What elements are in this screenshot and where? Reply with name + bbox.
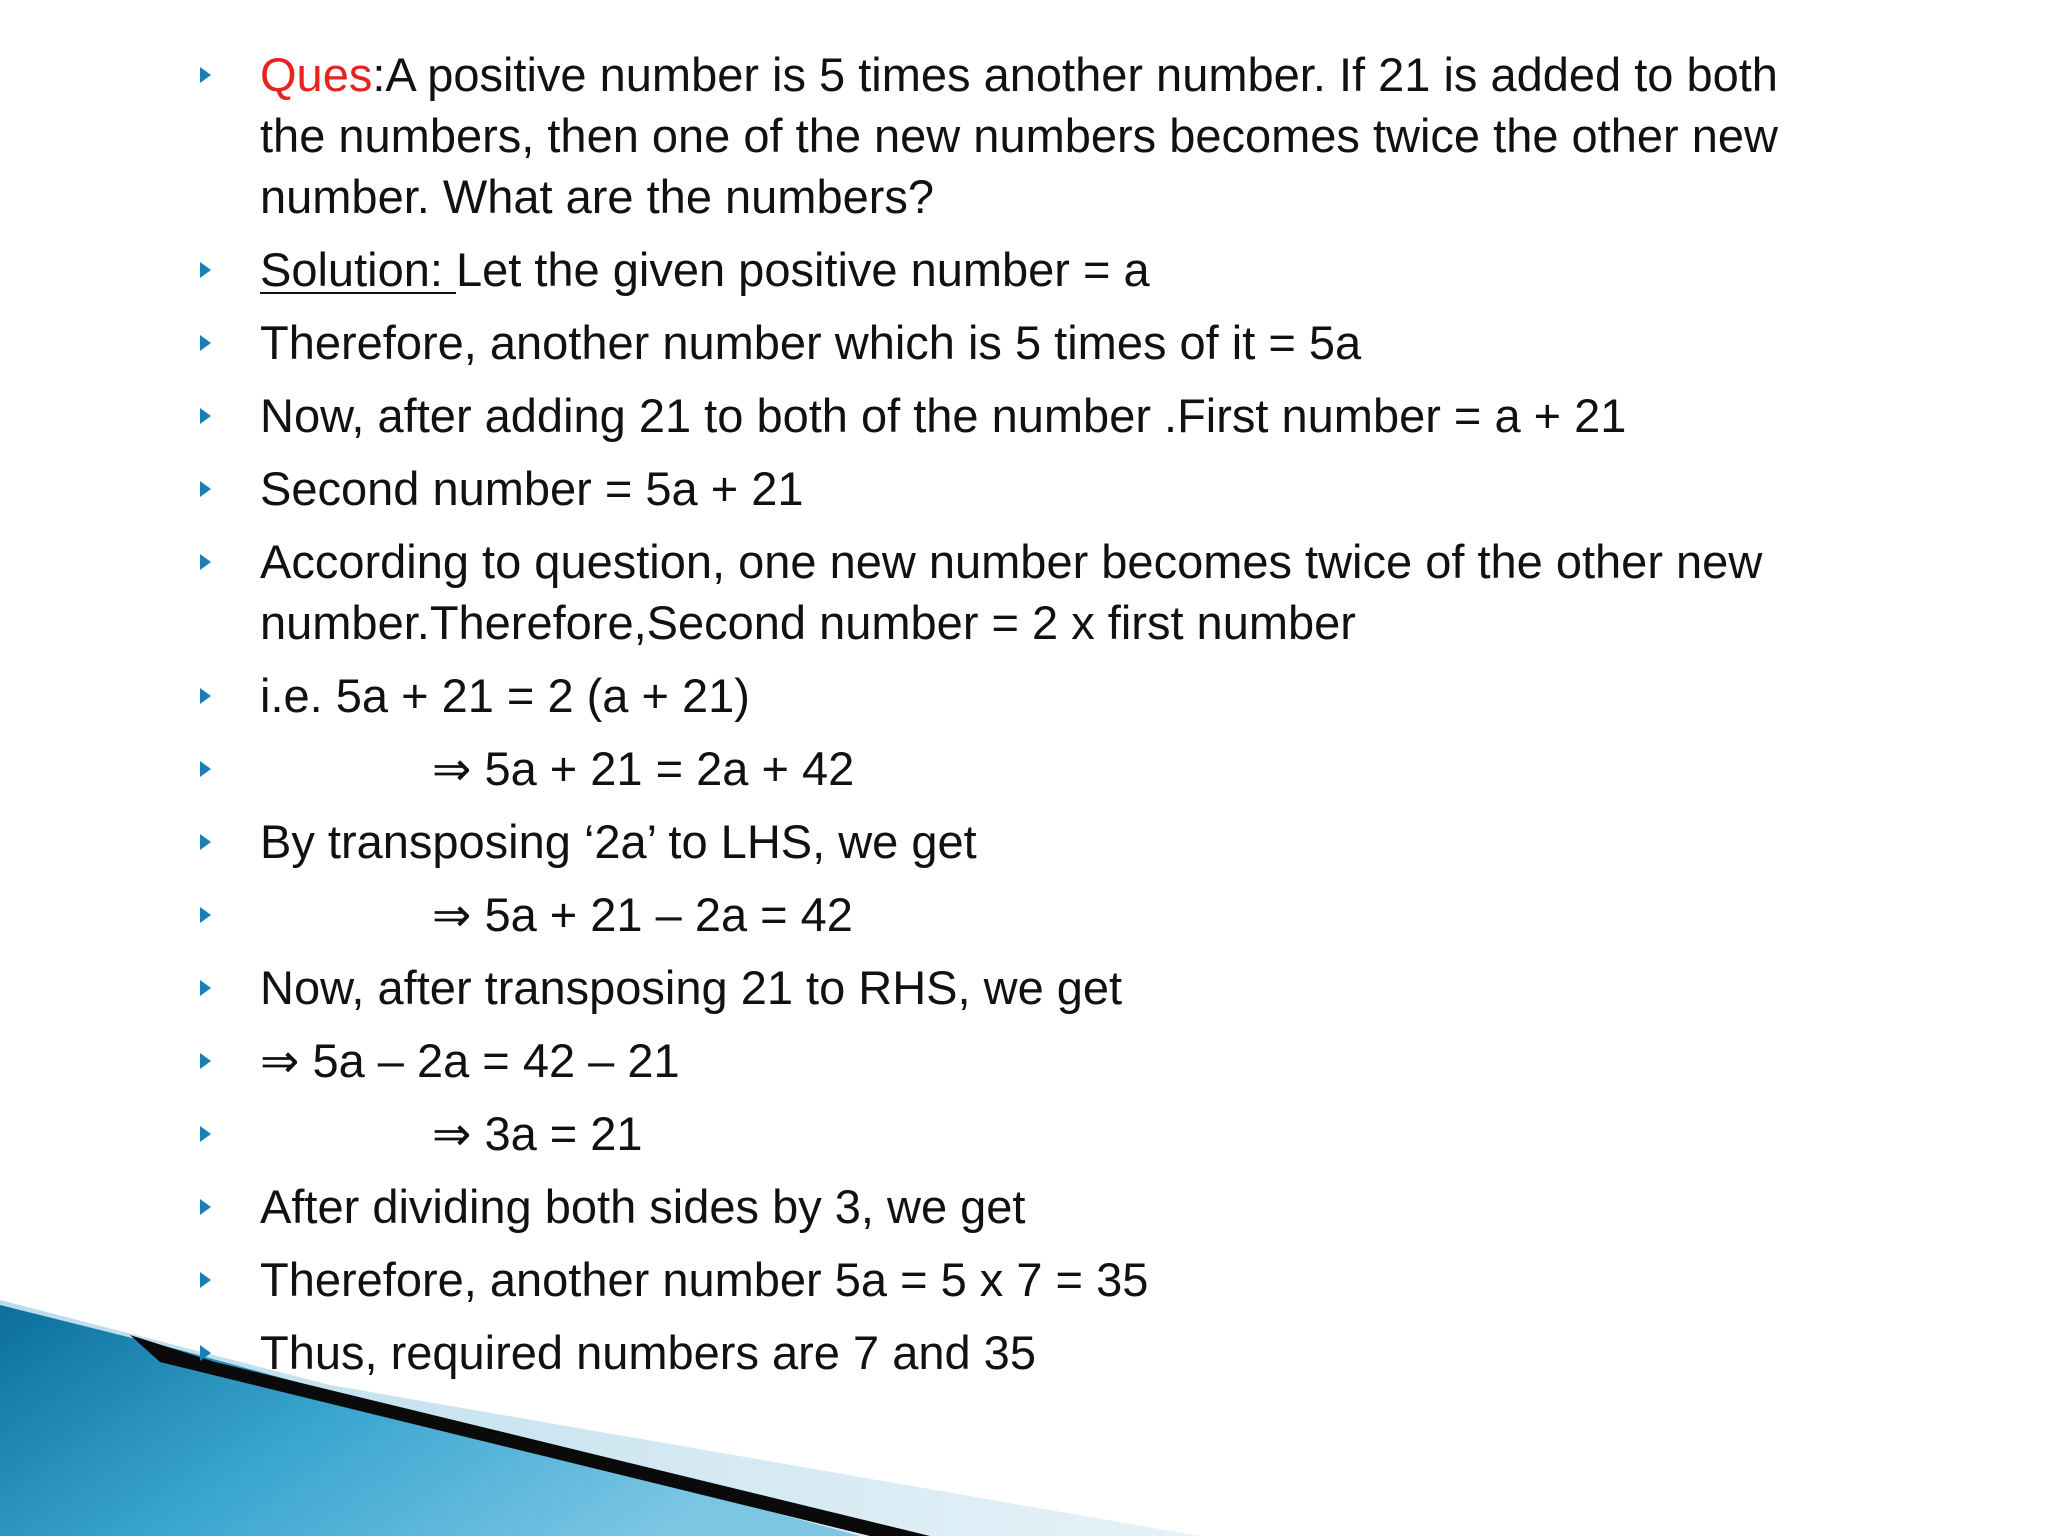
step-text: ⇒ 5a + 21 = 2a + 42	[432, 742, 855, 795]
arrow-bullet-icon	[200, 834, 211, 850]
arrow-bullet-icon	[200, 761, 211, 777]
arrow-bullet-icon	[200, 408, 211, 424]
arrow-bullet-icon	[200, 1345, 211, 1361]
step-item	[200, 1176, 1840, 1237]
arrow-bullet-icon	[200, 554, 211, 570]
step-text: Second number = 5a + 21	[260, 462, 804, 515]
step-item	[200, 312, 1840, 373]
step-text: ⇒ 3a = 21	[432, 1107, 643, 1160]
step-text: ⇒ 5a + 21 – 2a = 42	[432, 888, 853, 941]
step-item	[200, 1249, 1840, 1310]
step-item	[200, 1030, 1840, 1091]
step-text: After dividing both sides by 3, we get	[260, 1180, 1026, 1233]
step-item	[200, 665, 1840, 726]
step-item	[200, 811, 1840, 872]
solution-item	[200, 239, 1840, 300]
step-text: ⇒ 5a – 2a = 42 – 21	[260, 1034, 680, 1087]
arrow-bullet-icon	[200, 1053, 211, 1069]
step-text: By transposing ‘2a’ to LHS, we get	[260, 815, 977, 868]
step-item	[200, 738, 1840, 799]
arrow-bullet-icon	[200, 980, 211, 996]
step-text: Thus, required numbers are 7 and 35	[260, 1326, 1036, 1379]
step-item	[200, 385, 1840, 446]
arrow-bullet-icon	[200, 1126, 211, 1142]
step-item	[200, 957, 1840, 1018]
slide-content	[200, 44, 1840, 1395]
arrow-bullet-icon	[200, 1199, 211, 1215]
arrow-bullet-icon	[200, 335, 211, 351]
step-item	[200, 531, 1840, 653]
step-text: Therefore, another number which is 5 times of it = 5a	[260, 316, 1362, 369]
step-text: Now, after adding 21 to both of the number .First number = a + 21	[260, 389, 1627, 442]
question-item	[200, 44, 1840, 227]
step-item	[200, 1103, 1840, 1164]
arrow-bullet-icon	[200, 688, 211, 704]
arrow-bullet-icon	[200, 67, 211, 83]
step-text: According to question, one new number becomes twice of the other new number.Therefore,Second number = 2 x first number	[260, 535, 1763, 649]
step-text: Therefore, another number 5a = 5 x 7 = 35	[260, 1253, 1149, 1306]
step-item	[200, 884, 1840, 945]
arrow-bullet-icon	[200, 481, 211, 497]
arrow-bullet-icon	[200, 1272, 211, 1288]
arrow-bullet-icon	[200, 262, 211, 278]
solution-label: Solution:	[260, 243, 456, 296]
question-label: Ques	[260, 48, 373, 101]
arrow-bullet-icon	[200, 907, 211, 923]
question-text: :A positive number is 5 times another number. If 21 is added to both the numbers, then one of the new numbers becomes twice the other new number. What are the numbers?	[260, 48, 1778, 223]
step-text: Now, after transposing 21 to RHS, we get	[260, 961, 1123, 1014]
solution-text: Let the given positive number = a	[455, 243, 1150, 296]
step-text: i.e. 5a + 21 = 2 (a + 21)	[260, 669, 750, 722]
step-item	[200, 458, 1840, 519]
step-item	[200, 1322, 1840, 1383]
